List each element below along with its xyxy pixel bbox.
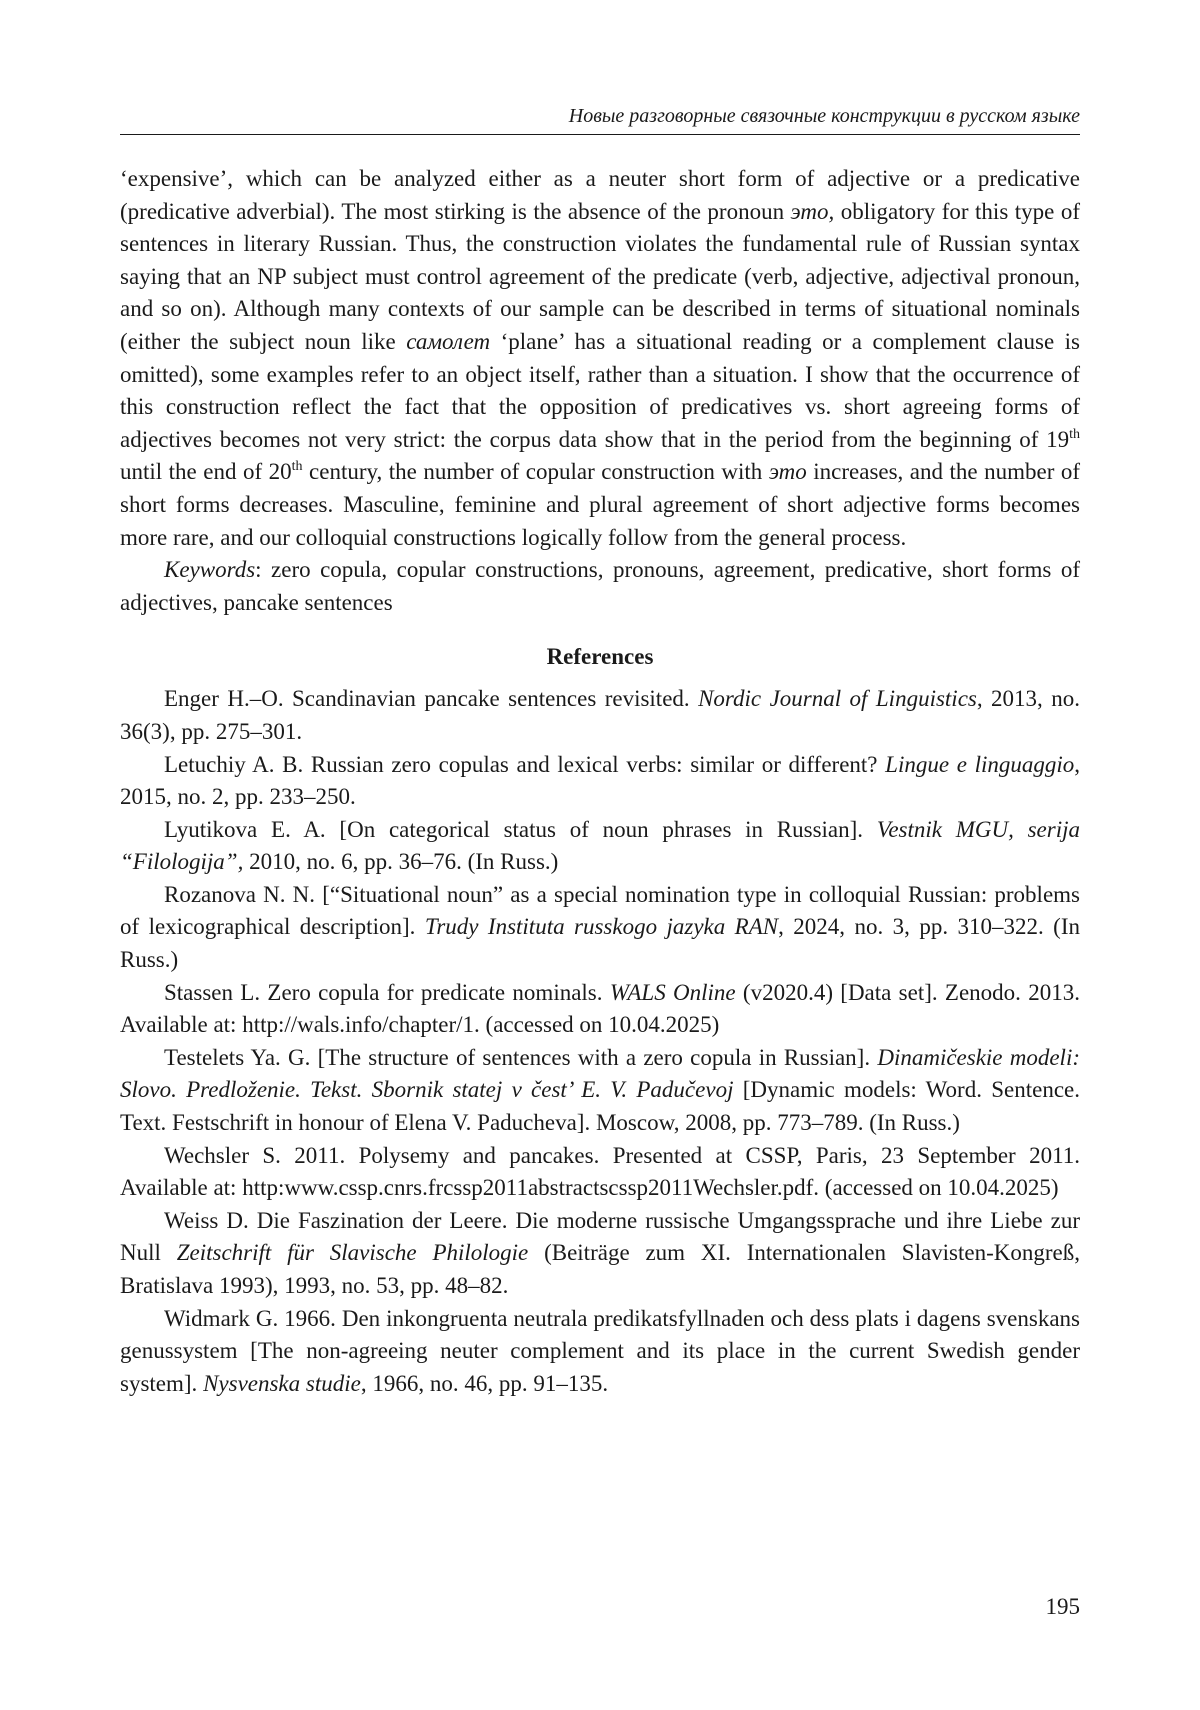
- reference-entry: Weiss D. Die Faszination der Leere. Die moderne russische Umgangssprache und ihre Liebe zur Null Zeitschrift für Slavische Philologie (Beiträge zum XI. Internationalen Slavisten-Kongreß, Bratislava 1993), 1993, no. 53, pp. 48–82.: [120, 1207, 1080, 1298]
- running-title: Новые разговорные связочные конструкции в русском языке: [568, 105, 1080, 127]
- reference-entry: Widmark G. 1966. Den inkongruenta neutrala predikatsfyllnaden och dess plats i dagens svenskans genussystem [The non-agreeing neuter complement and its place in the current Swedish gender system]. Nysvenska studie, 1966, no. 46, pp. 91–135.: [120, 1305, 1080, 1396]
- reference-entry: Lyutikova E. A. [On categorical status of noun phrases in Russian]. Vestnik MGU, serija “Filologija”, 2010, no. 6, pp. 36–76. (In Russ.): [120, 816, 1080, 875]
- page-number: 195: [1045, 1594, 1080, 1619]
- reference-entry: Letuchiy A. B. Russian zero copulas and lexical verbs: similar or different? Lingue e linguaggio, 2015, no. 2, pp. 233–250.: [120, 751, 1080, 810]
- reference-entry: Rozanova N. N. [“Situational noun” as a special nomination type in colloquial Russian: problems of lexicographical description]. Trudy Instituta russkogo jazyka RAN, 2024, no. 3, pp. 310–322. (In Russ.): [120, 881, 1080, 973]
- reference-entry: Enger H.–O. Scandinavian pancake sentences revisited. Nordic Journal of Linguistics, 2013, no. 36(3), pp. 275–301.: [120, 686, 1080, 744]
- reference-entry: Wechsler S. 2011. Polysemy and pancakes. Presented at CSSP, Paris, 23 September 2011. Available at: http:www.cssp.cnrs.frcssp2011abstractscssp2011Wechsler.pdf. (accessed on 10.04.2025): [120, 1142, 1080, 1201]
- abstract-paragraph: ‘expensive’, which can be analyzed either as a neuter short form of adjective or a predicative (predicative adverbial). The most stirking is the absence of the pronoun это, obligatory for this type of sentences in literary Russian. Thus, the construction violates the fundamental rule of Russian syntax saying that an NP subject must control agreement of the predicate (verb, adjective, adjectival pronoun, and so on). Although many contexts of our sample can be described in terms of situational nominals (either the subject noun like самолет ‘plane’ has a situational reading or a complement clause is omitted), some examples refer to an object itself, rather than a situation. I show that the occurrence of this construction reflect the fact that the opposition of predicatives vs. short agreeing forms of adjectives becomes not very strict: the corpus data show that in the period from the beginning of 19th until the end of 20th century, the number of copular construction with это increases, and the number of short forms decreases. Masculine, feminine and plural agreement of short adjective forms becomes more rare, and our colloquial constructions logically follow from the general process.: [120, 166, 1081, 550]
- page-content: [120, 163, 1080, 1400]
- references-heading: References: [546, 644, 654, 670]
- keywords-paragraph: Keywords: zero copula, copular constructions, pronouns, agreement, predicative, short forms of adjectives, pancake sentences: [120, 557, 1080, 615]
- header-rule: [120, 134, 1080, 135]
- reference-entry: Testelets Ya. G. [The structure of sentences with a zero copula in Russian]. Dinamičeskie modeli: Slovo. Predloženie. Tekst. Sbornik statej v čest’ E. V. Padučevoj [Dynamic models: Word. Sentence. Text. Festschrift in honour of Elena V. Paducheva]. Moscow, 2008, pp. 773–789. (In Russ.): [120, 1044, 1081, 1136]
- keywords-label: Keywords: [164, 557, 256, 583]
- reference-entry: Stassen L. Zero copula for predicate nominals. WALS Online (v2020.4) [Data set]. Zenodo. 2013. Available at: http://wals.info/chapter/1. (accessed on 10.04.2025): [120, 979, 1080, 1038]
